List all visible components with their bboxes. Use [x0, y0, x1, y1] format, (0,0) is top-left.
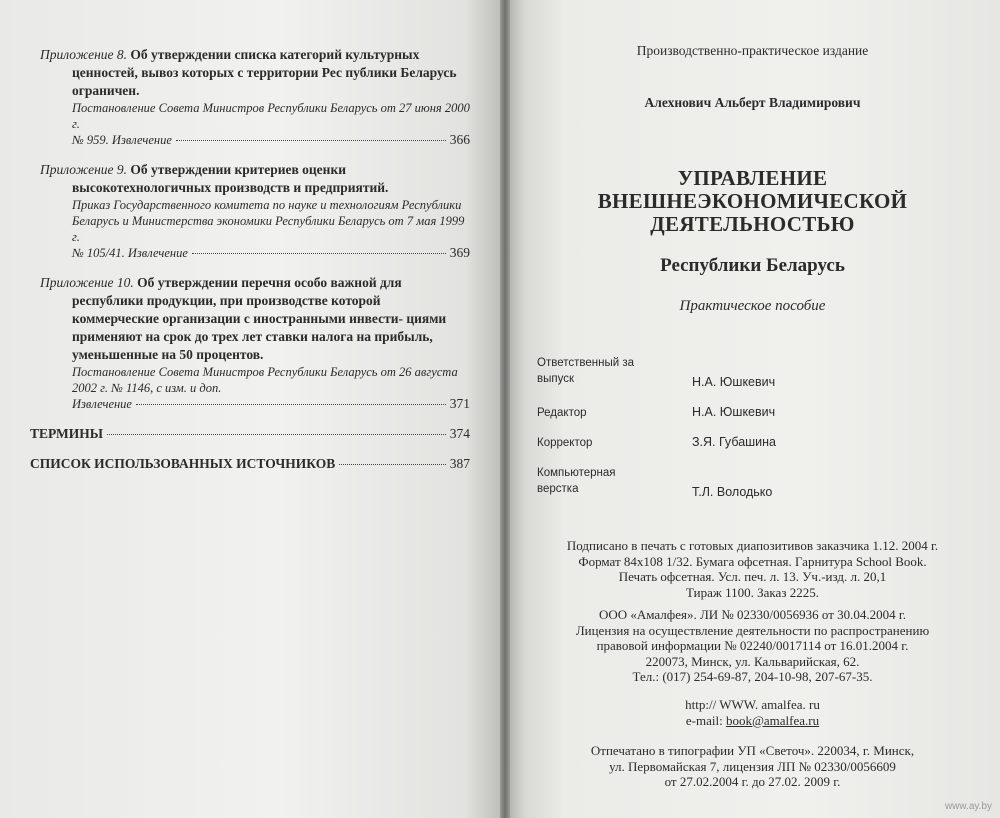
credit-role: Редактор: [537, 407, 587, 419]
imprint-line: Печать офсетная. Усл. печ. л. 13. Уч.-изд. л. 20,1: [618, 569, 887, 584]
dot-leader: [176, 140, 446, 141]
appendix-source-end: № 959. Извлечение: [72, 133, 172, 147]
appendix-source-end: Извлечение: [72, 397, 132, 411]
credit-role: Компьютерная верстка: [537, 467, 616, 495]
toc-entry-appendix-8: [40, 46, 470, 148]
appendix-source-end: № 105/41. Извлечение: [72, 246, 188, 260]
credit-row: [537, 465, 837, 515]
table-of-contents: [30, 46, 470, 473]
book-spine: [500, 0, 510, 818]
page-number: 374: [449, 426, 470, 441]
watermark: www.ay.by: [944, 801, 992, 812]
appendix-source: Приказ Государственного комитета по науке и технологиям Республики Беларусь и Министерства экономики Республики Беларусь от 7 мая 1999 г.: [72, 198, 465, 244]
credit-role: Ответственный за выпуск: [537, 357, 634, 385]
section-title: СПИСОК ИСПОЛЬЗОВАННЫХ ИСТОЧНИКОВ: [30, 456, 336, 471]
toc-section-terms: [30, 425, 470, 443]
appendix-source: Постановление Совета Министров Республики Беларусь от 27 июня 2000 г.: [72, 101, 470, 131]
printer-line: от 27.02.2004 г. до 27.02. 2009 г.: [664, 774, 841, 789]
dot-leader: [136, 404, 446, 405]
email-label: e-mail:: [685, 712, 723, 728]
dot-leader: [192, 253, 446, 254]
toc-entry-appendix-10: [40, 274, 470, 412]
appendix-heading: Об утверждении перечня особо важной для республики продукции, при производстве которой коммерческие организации с иностранными инвести- циями применяют на срок до трех лет ставки налога на прибыль, уменьшенные на 50 процентов.: [72, 275, 447, 362]
credit-name: Н.А. Юшкевич: [692, 375, 776, 389]
appendix-label: Приложение 10.: [40, 275, 134, 290]
imprint-line: Тираж 1100. Заказ 2225.: [686, 584, 819, 600]
toc-entry-appendix-9: [40, 161, 470, 261]
dot-leader: [339, 464, 446, 465]
dot-leader: [107, 434, 446, 435]
imprint-line: Формат 84х108 1/32. Бумага офсетная. Гарнитура School Book.: [578, 553, 927, 569]
page-number: 371: [449, 396, 470, 411]
imprint-line: Подписано в печать с готовых диапозитивов заказчика 1.12. 2004 г.: [566, 538, 939, 553]
page-number: 369: [449, 245, 470, 260]
email-link[interactable]: book@amalfea.ru: [725, 712, 820, 728]
publication-kind: Практическое пособие: [679, 298, 826, 314]
credit-row: [537, 435, 837, 465]
title-line: УПРАВЛЕНИЕ: [677, 166, 828, 190]
print-details: [505, 538, 1000, 600]
credit-name: З.Я. Губашина: [692, 435, 777, 449]
printer-line: ул. Первомайская 7, лицензия ЛП № 02330/0056609: [609, 758, 896, 774]
publisher-line: Тел.: (017) 254-69-87, 204-10-98, 207-67-35.: [632, 669, 873, 684]
section-title: ТЕРМИНЫ: [30, 426, 103, 441]
appendix-label: Приложение 9.: [40, 162, 128, 177]
publisher-info: [505, 607, 1000, 685]
title-line: ВНЕШНЕЭКОНОМИЧЕСКОЙ: [597, 189, 908, 213]
publisher-line: ООО «Амалфея». ЛИ № 02330/0056936 от 30.04.2004 г.: [598, 607, 907, 622]
title-line: ДЕЯТЕЛЬНОСТЬЮ: [650, 212, 855, 236]
toc-section-sources: [30, 455, 470, 473]
page-number: 387: [449, 456, 470, 471]
book-subtitle: Республики Беларусь: [660, 255, 845, 276]
credit-role: Корректор: [537, 437, 593, 449]
appendix-heading: Об утверждении списка категорий культурных ценностей, вывоз которых с территории Рес публики Беларусь ограничен.: [72, 47, 457, 98]
publisher-line: правовой информации № 02240/0017114 от 16.01.2004 г.: [596, 638, 909, 653]
publisher-line: 220073, Минск, ул. Кальварийская, 62.: [645, 653, 860, 669]
edition-type: Производственно-практическое издание: [636, 43, 869, 58]
credit-name: Н.А. Юшкевич: [692, 405, 776, 419]
publisher-web: [505, 697, 1000, 728]
printer-info: [505, 743, 1000, 790]
book-title: [505, 167, 1000, 236]
credit-row: [537, 405, 837, 435]
appendix-heading: Об утверждении критериев оценки высокотехнологичных производств и предприятий.: [72, 162, 389, 195]
credits-list: [537, 355, 837, 515]
appendix-source: Постановление Совета Министров Республики Беларусь от 26 августа 2002 г. № 1146, с изм. и доп.: [72, 365, 458, 395]
printer-line: Отпечатано в типографии УП «Светоч». 220034, г. Минск,: [590, 743, 915, 758]
appendix-label: Приложение 8.: [40, 47, 128, 62]
page-number: 366: [449, 132, 470, 147]
author-name: Алехнович Альберт Владимирович: [644, 95, 861, 110]
credit-row: [537, 355, 837, 405]
credit-name: Т.Л. Володько: [692, 485, 773, 499]
publisher-line: Лицензия на осуществление деятельности по распространению: [575, 622, 930, 638]
website-url: http:// WWW. amalfea. ru: [685, 697, 820, 712]
